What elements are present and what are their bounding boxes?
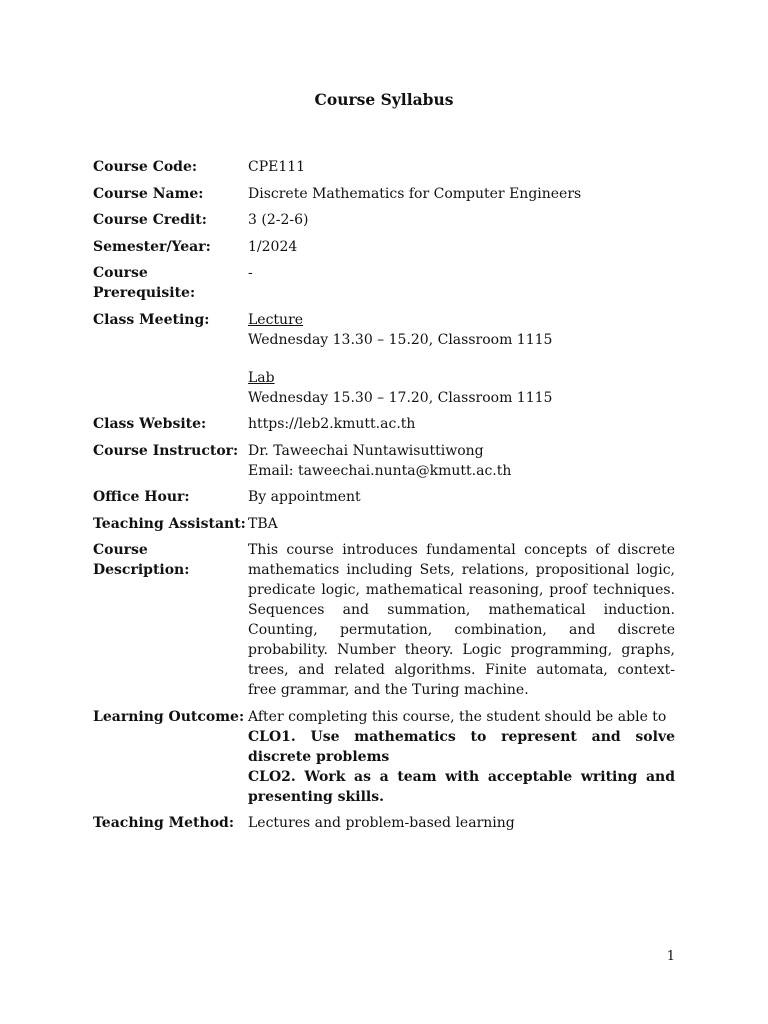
course-name-value: Discrete Mathematics for Computer Engineers: [248, 185, 582, 202]
teaching-method-row: [93, 813, 675, 833]
course-code-row: [93, 157, 675, 177]
prerequisite-row: [93, 263, 675, 303]
lecture-time: Wednesday 13.30 – 15.20, Classroom 1115: [248, 331, 553, 348]
semester-year-value: 1/2024: [248, 238, 298, 255]
prerequisite-value: -: [248, 265, 253, 281]
semester-year-row: [93, 237, 675, 257]
lab-heading: Lab: [248, 369, 275, 386]
class-meeting-row: [93, 310, 675, 408]
course-name-label: Course Name:: [93, 185, 204, 202]
learning-outcome-label: Learning Outcome:: [93, 708, 245, 725]
clo1-text: CLO1. Use mathematics to represent and solve discrete problems: [248, 728, 675, 765]
instructor-email: Email: taweechai.nunta@kmutt.ac.th: [248, 462, 512, 479]
class-website-row: [93, 414, 675, 434]
teaching-assistant-value: TBA: [248, 515, 278, 532]
office-hour-value: By appointment: [248, 489, 361, 505]
meeting-spacer: [248, 350, 675, 368]
course-name-row: [93, 184, 675, 204]
teaching-method-value: Lectures and problem-based learning: [248, 815, 515, 831]
description-label-line1: Course: [93, 542, 148, 558]
description-label: [93, 540, 248, 580]
class-website-value: https://leb2.kmutt.ac.th: [248, 416, 416, 432]
office-hour-row: [93, 487, 675, 507]
course-credit-value: 3 (2-2-6): [248, 212, 309, 228]
prerequisite-label-line1: Course: [93, 265, 148, 281]
course-code-label: Course Code:: [93, 159, 198, 175]
class-meeting-label: Class Meeting:: [93, 311, 210, 328]
course-credit-row: [93, 210, 675, 230]
learning-outcome-row: [93, 707, 675, 807]
description-row: [93, 540, 675, 700]
instructor-label: Course Instructor:: [93, 442, 239, 459]
page-title: Course Syllabus: [314, 90, 454, 109]
prerequisite-label-line2: Prerequisite:: [93, 285, 196, 301]
class-meeting-value: [248, 310, 675, 408]
page-number: 1: [666, 949, 675, 964]
office-hour-label: Office Hour:: [93, 489, 190, 505]
learning-outcome-value: [248, 707, 675, 807]
description-value: This course introduces fundamental concepts of discrete mathematics including Sets, relations, propositional logic, predicate logic, mathematical reasoning, proof techniques. Sequences and summation, mathematical induction. Counting, permutation, combination, and discrete probability. Number theory. Logic programming, graphs, trees, and related algorithms. Finite automata, context- free grammar, and the Turing machine.: [248, 542, 675, 698]
clo2-text: CLO2. Work as a team with acceptable writing and presenting skills.: [248, 768, 675, 805]
course-credit-label: Course Credit:: [93, 212, 207, 228]
teaching-assistant-label: Teaching Assistant:: [93, 515, 246, 532]
class-website-label: Class Website:: [93, 416, 207, 432]
instructor-row: [93, 441, 675, 481]
lecture-heading: Lecture: [248, 311, 304, 328]
semester-year-label: Semester/Year:: [93, 238, 211, 255]
instructor-value: [248, 441, 675, 481]
instructor-name: Dr. Taweechai Nuntawisuttiwong: [248, 442, 484, 459]
lab-time: Wednesday 15.30 – 17.20, Classroom 1115: [248, 389, 553, 406]
description-label-line2: Description:: [93, 562, 190, 578]
teaching-assistant-row: [93, 514, 675, 534]
teaching-method-label: Teaching Method:: [93, 815, 234, 831]
course-code-value: CPE111: [248, 159, 306, 175]
prerequisite-label: [93, 263, 248, 303]
syllabus-fields: [93, 157, 675, 840]
learning-outcome-intro: After completing this course, the student should be able to: [248, 708, 667, 725]
